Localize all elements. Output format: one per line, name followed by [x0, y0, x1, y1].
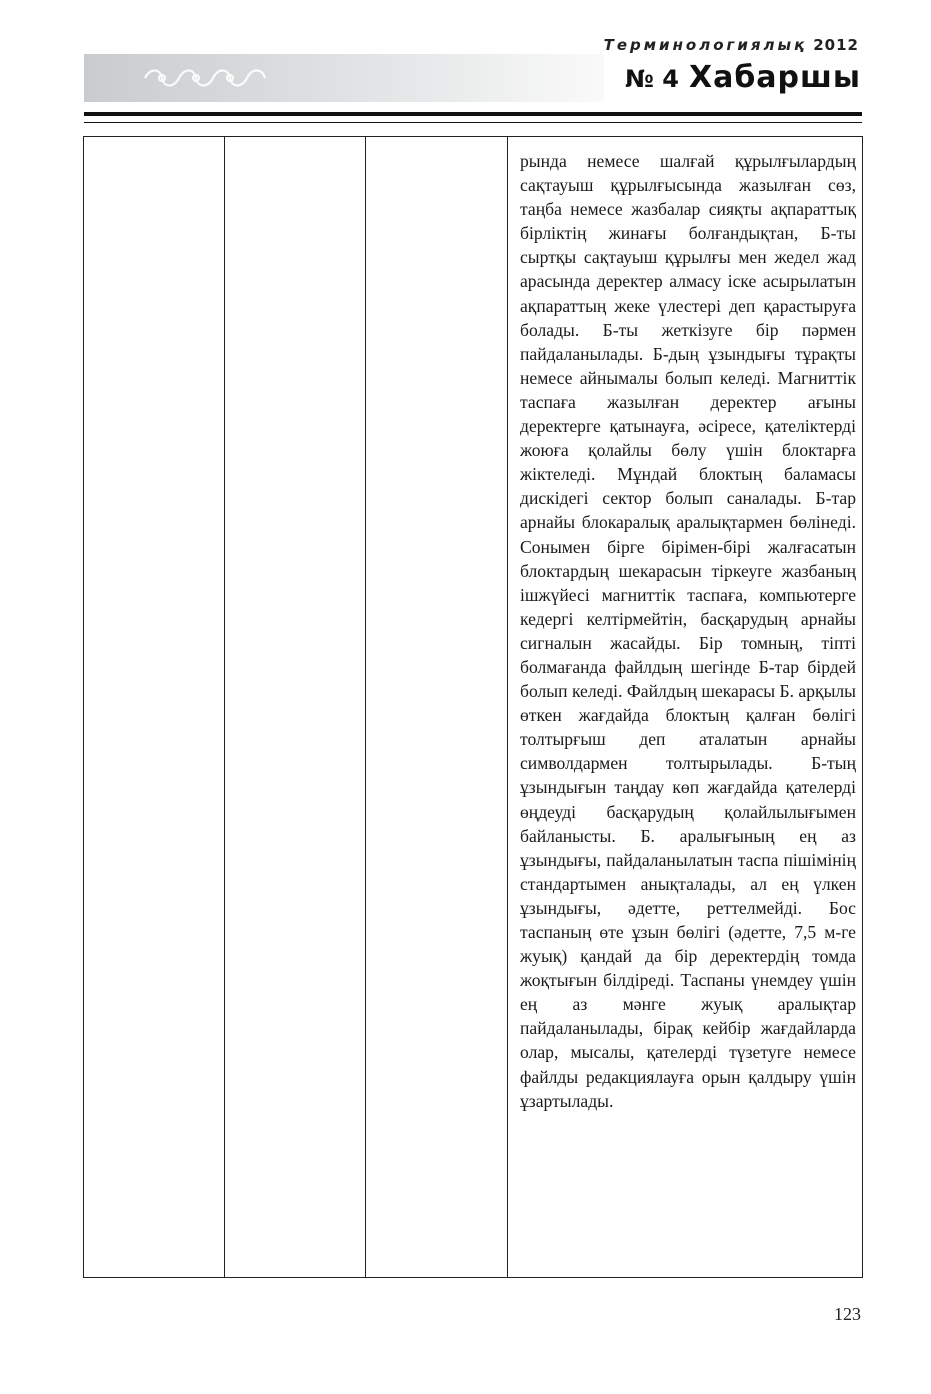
journal-name-text: Терминологиялық [603, 36, 808, 54]
journal-title [625, 60, 861, 95]
journal-title-text: Хабаршы [688, 60, 861, 95]
journal-name [604, 36, 859, 54]
header-rule-thin [84, 122, 862, 123]
page-number: 123 [834, 1304, 861, 1324]
table-column-definition [508, 137, 862, 1277]
table-column-3 [366, 137, 508, 1277]
ornament-pattern-icon [140, 62, 270, 94]
journal-year: 2012 [813, 36, 859, 54]
definition-text: рында немесе шалғай құрылғылардың сақтауыш құрылғысында жазылған сөз, таңба немесе жазбалар сияқты ақпараттық бірліктің жинағы болғандықтан, Б-ты сыртқы сақтауыш құрылғы мен жедел жад арасында деректер алмасу іске асырылатын ақпараттың жеке үлестері деп қарастыруға болады. Б-ты жеткізуге бір пәрмен пайдаланылады. Б-дың ұзындығы тұрақты немесе айнымалы болып келеді. Магниттік таспаға жазылған деректер ағыны деректерге қатынауға, әсіресе, қателіктерді жоюға қолайлы бөлу үшін блоктарға жіктеледі. Мұндай блоктың баламасы дискідегі сектор болып саналады. Б-тар арнайы блокаралық аралықтармен бөлінеді. Сонымен бірге бірімен-бірі жалғасатын блоктардың шекарасын тіркеуге жазбаның ішжүйесі магниттік таспаға, компьютерге кедергі келтірмейтін, басқарудың арнайы сигналын жасайды. Бір томның, тіпті болмағанда файлдың шегінде Б-тар бірдей болып келеді. Файлдың шекарасы Б. арқылы өткен жағдайда блоктың қалған бөлігі толтырғыш деп аталатын арнайы символдармен толтырылады. Б-тың ұзындығын таңдау көп жағдайда қателерді өңдеуді басқарудың қолайлылығымен байланысты. Б. аралығының ең аз ұзындығы, пайдаланылатын таспа пішімінің стандартымен анықталады, ал ең үлкен ұзындығы, әдетте, реттелмейді. Бос таспаның өте ұзын бөлігі (әдетте, 7,5 м-ге жуық) қандай да бір деректердің томда жоқтығын білдіреді. Таспаны үнемдеу үшін ең аз мәнге жуық аралықтар пайдаланылады, бірақ кейбір жағдайларда олар, мысалы, қателерді түзетуге немесе файлды редакциялауға орын қалдыру үшін ұзартылады. [520, 151, 856, 1111]
terminology-table [83, 136, 863, 1278]
header-rule-thick [84, 112, 862, 116]
issue-number: № 4 [625, 65, 679, 93]
table-column-2 [225, 137, 366, 1277]
table-column-1 [84, 137, 225, 1277]
